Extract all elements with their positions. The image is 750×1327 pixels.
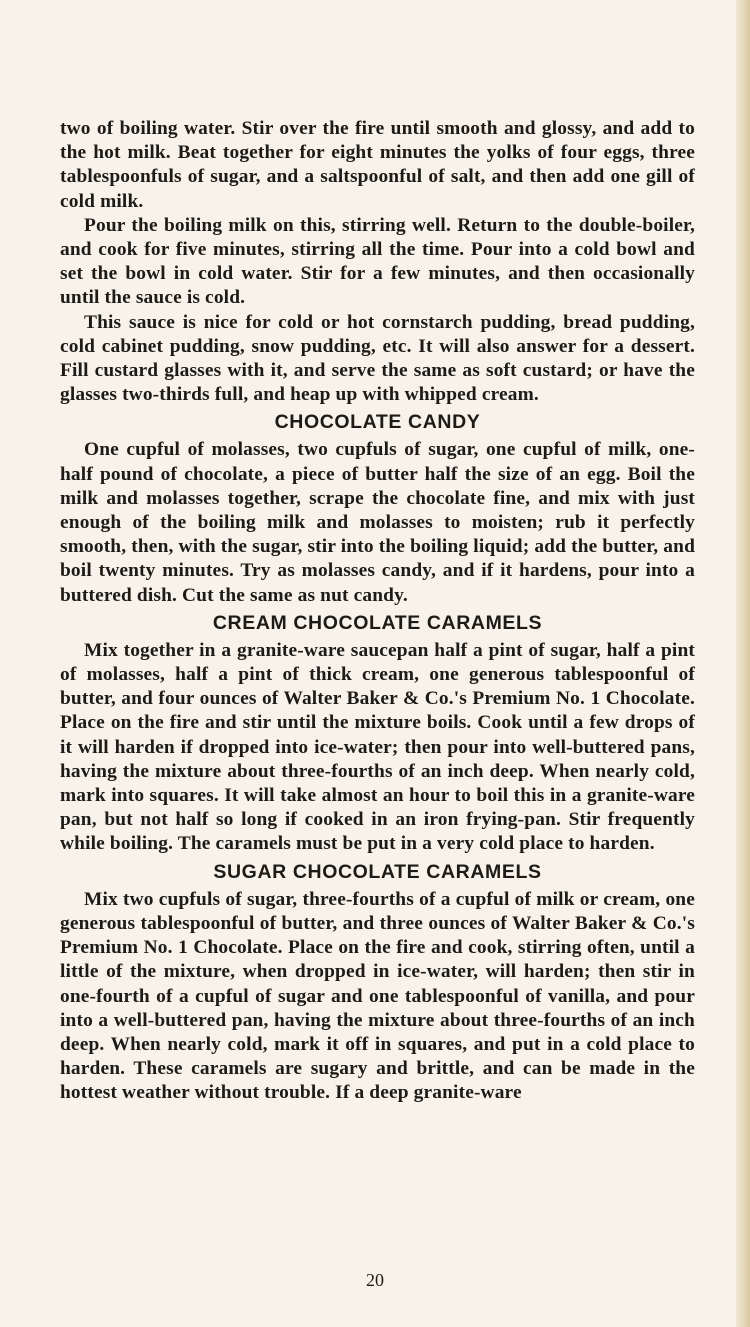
page-edge bbox=[736, 0, 750, 1327]
paragraph: Pour the boiling milk on this, stirring well. Return to the double-boiler, and cook for five minutes, stirring all the time. Pour into a cold bowl and set the bowl in cold water. Stir for a few minutes, and then occasionally until the sauce is cold. bbox=[60, 214, 695, 309]
paragraph: two of boiling water. Stir over the fire until smooth and glossy, and add to the hot milk. Beat together for eight minutes the yolks of four eggs, three tablespoonfuls of sugar, and a saltspoonful of salt, and then add one gill of cold milk. bbox=[60, 118, 695, 212]
paragraph: This sauce is nice for cold or hot cornstarch pudding, bread pudding, cold cabinet pudding, snow pudding, etc. It will also answer for a dessert. Fill custard glasses with it, and serve the same as soft custard; or have the glasses two-thirds full, and heap up with whipped cream. bbox=[60, 311, 695, 406]
page-body bbox=[60, 117, 695, 1106]
section-body-chocolate-candy: One cupful of molasses, two cupfuls of sugar, one cupful of milk, one-half pound of chocolate, a piece of butter half the size of an egg. Boil the milk and molasses together, scrape the chocolate fine, and mix with just enough of the boiling milk and molasses to moisten; rub it perfectly smooth, then, with the sugar, stir into the boiling liquid; add the butter, and boil twenty minutes. Try as molasses candy, and if it hardens, pour into a buttered dish. Cut the same as nut candy. bbox=[60, 439, 695, 606]
page-number: 20 bbox=[366, 1270, 384, 1290]
section-heading-sugar-chocolate-caramels: SUGAR CHOCOLATE CARAMELS bbox=[213, 860, 542, 883]
section-body-sugar-chocolate-caramels: Mix two cupfuls of sugar, three-fourths of a cupful of milk or cream, one generous tablespoonful of butter, and three ounces of Walter Baker & Co.'s Premium No. 1 Chocolate. Place on the fire and cook, stirring often, until a little of the mixture, when dropped in ice-water, will harden; then stir in one-fourth of a cupful of sugar and one tablespoonful of vanilla, and pour into a well-buttered pan, having the mixture about three-fourths of an inch deep. When nearly cold, mark it off in squares, and put in a cold place to harden. These caramels are sugary and brittle, and can be made in the hottest weather without trouble. If a deep granite-ware bbox=[60, 888, 695, 1104]
section-heading-chocolate-candy: CHOCOLATE CANDY bbox=[274, 411, 481, 434]
section-heading-cream-chocolate-caramels: CREAM CHOCOLATE CARAMELS bbox=[212, 611, 543, 634]
section-body-cream-chocolate-caramels: Mix together in a granite-ware saucepan half a pint of sugar, half a pint of molasses, half a pint of thick cream, one generous tablespoonful of butter, and four ounces of Walter Baker & Co.'s Premium No. 1 Chocolate. Place on the fire and stir until the mixture boils. Cook until a few drops of it will harden if dropped into ice-water; then pour into well-buttered pans, having the mixture about three-fourths of an inch deep. When nearly cold, mark into squares. It will take almost an hour to boil this in a granite-ware pan, but not half so long if cooked in an iron frying-pan. Stir frequently while boiling. The caramels must be put in a very cold place to harden. bbox=[60, 639, 695, 855]
